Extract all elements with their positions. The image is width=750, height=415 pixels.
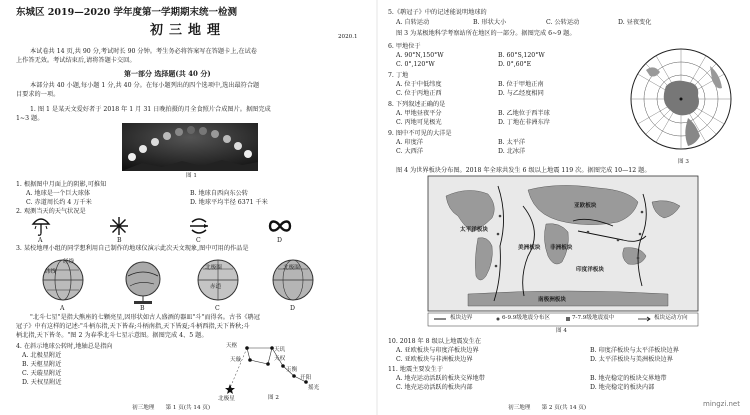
q7-option-c: C. 位于丙地正西 [396,90,442,97]
legend-plate-boundary: 板块边界 [450,315,473,321]
q4-option-c: C. 天璇星附近 [22,370,62,377]
q3-option-c-label: C [215,305,220,312]
plate-label-indian: 印度洋板块 [576,267,604,273]
star-yaoguang: 摇光 [308,385,320,391]
q7-option-a: A. 位于中低纬度 [396,81,442,88]
plate-label-pacific: 太平洋板块 [460,227,488,233]
legend-earthquake-epicenter: 7-7.9级地震震中 [572,315,615,321]
q5-stem: 5.《鹖冠子》中的记述能说明地球的 [388,9,487,16]
globe-a-label-parallel: 纬线 [45,269,57,275]
q2-option-a-label: A [38,237,43,244]
q1-option-a: A. 地球是一个巨大球体 [26,190,91,197]
q9-option-d: D. 北冰洋 [498,148,526,155]
q7-option-b: B. 位于甲地正南 [498,81,544,88]
q11-stem: 11. 地震主要发生于 [388,366,444,373]
figure3-intro: 图 3 为某极地科学考察站所在地区的一部分。据图完成 6~9 题。 [396,30,576,37]
q8-option-d: D. 丁地在非洲东岸 [498,119,550,126]
exam-header-title: 东城区 2019—2020 学年度第一学期期末统一检测 [16,7,237,18]
q6-option-b: B. 60°S,120°W [498,52,545,59]
plate-label-american: 美洲板块 [518,245,541,251]
q6-option-c: C. 0°,120°W [396,61,435,68]
watermark: mingzi.net [703,400,740,408]
legend-earthquake-zone: 6-9.9级地震分布区 [502,315,550,321]
instructions-line-2: 上作答无效。考试结束后,请将答题卡交回。 [16,57,136,64]
q9-stem: 9. 图中不可见的大洋是 [388,130,452,137]
q10-option-c: C. 亚欧板块与非洲板块边界 [396,356,473,363]
q1-stem: 1. 根据图中月面上的阴影,可推知 [16,181,107,188]
q2-option-c-label: C [196,237,201,244]
page-1-footer: 初三地理 第 1 页(共 14 页) [132,405,211,411]
q11-option-a: A. 地壳运动活跃的板块交界地带 [396,375,485,382]
q10-option-b: B. 印度洋板块与太平洋板块边界 [590,347,679,354]
plate-label-african: 非洲板块 [550,245,573,251]
q4-intro-line-1: "北斗七星"是指大熊座的七颗亮星,因形状如古人盛酒的器皿"斗"而得名。古书《鹖冠 [30,314,260,321]
q1-option-d: D. 地球平均半径 6371 千米 [190,199,268,206]
q3-option-a-label: A [60,305,65,312]
q2-stem: 2. 观测当天的天气状况是 [16,208,86,215]
instructions-line-1: 本试卷共 14 页,共 90 分,考试时长 90 分钟。考生务必将答案写在答题卡上,在试卷 [30,48,257,55]
weather-symbol-a-icon [30,216,52,236]
q3-option-d-label: D [290,305,295,312]
star-kaiyang: 开阳 [300,375,312,381]
q8-option-a: A. 甲地昼夜平分 [396,110,442,117]
page-2-footer: 初三地理 第 2 页(共 14 页) [508,405,587,411]
q8-option-c: C. 丙地可见极光 [396,119,442,126]
weather-symbol-d-icon [268,218,292,234]
q11-option-c: C. 地壳运动活跃的板块内部 [396,384,473,391]
star-tianquan: 天权 [274,356,286,362]
q3-stem: 3. 某校地理小组的同学想利用自己制作的地球仪演示此次天文现象,图中可用的作品是 [16,245,249,252]
figure4-caption: 图 4 [556,328,567,334]
plate-label-antarctic: 南极洲板块 [538,297,566,303]
q9-option-a: A. 印度洋 [396,139,423,146]
q4-intro-line-3: 柄北指,天下皆冬。"图 2 为春季北斗七星示意图。据图完成 4、5 题。 [16,332,208,339]
exam-date: 2020.1 [338,34,358,40]
q4-stem: 4. 在斜示地球公转时,地轴总是指向 [16,343,113,350]
exam-page-2 [378,0,750,415]
figure4-intro: 图 4 为世界板块分布图。2018 年全球共发生 6 级以上地震 119 次。据图完成 10—12 题。 [396,167,651,174]
q1-option-c: C. 赤道周长约 4 万千米 [26,199,92,206]
legend-plate-motion: 板块运动方向 [654,315,688,321]
figure1-eclipse-photo [122,123,258,171]
figure1-intro-line-2: 1~3 题。 [16,115,44,122]
part1-heading: 第一部分 选择题(共 40 分) [124,69,211,78]
polaris-label: 北极星 [218,396,235,402]
q7-option-d: D. 与乙经度相同 [498,90,544,97]
globe-a-label-meridian: 经线 [63,259,75,265]
q4-option-d: D. 天权星附近 [22,379,62,386]
subject-title: 初三地理 [150,23,227,38]
q10-stem: 10. 2018 年 8 级以上地震发生在 [388,338,482,345]
q6-option-a: A. 90°N,150°W [396,52,444,59]
globe-d-label-arctic: 北极圈 [283,265,300,271]
q8-stem: 8. 下列叙述正确的是 [388,101,446,108]
q1-option-b: B. 地球自西向东公转 [190,190,248,197]
figure2-caption: 图 2 [268,395,279,401]
q5-option-a: A. 自转运动 [396,19,430,26]
globe-model-b [120,258,166,304]
part1-note-line-2: 目要求的一项。 [16,91,60,98]
q9-option-c: C. 大西洋 [396,148,424,155]
q11-option-d: D. 地壳稳定的板块内部 [590,384,655,391]
q9-option-b: B. 太平洋 [498,139,526,146]
figure3-caption: 图 3 [678,159,689,165]
q3-option-b-label: B [140,305,145,312]
weather-symbol-b-icon [109,216,129,236]
q10-option-d: D. 太平洋板块与美洲板块边界 [590,356,673,363]
q4-option-b: B. 天枢星附近 [22,361,62,368]
q5-option-b: B. 形状大小 [473,19,507,26]
star-tianji: 天玑 [274,347,286,353]
q7-stem: 7. 丁地 [388,72,409,79]
q11-option-b: B. 地壳稳定的板块交界地带 [590,375,667,382]
star-tianxuan: 天璇 [230,357,242,363]
q5-option-d: D. 昼夜变化 [618,19,652,26]
star-tianshu: 天枢 [226,343,238,349]
part1-note-line-1: 本部分共 40 小题,每小题 1 分,共 40 分。在每小题列出的四个选项中,选出最符合题 [30,82,260,89]
q8-option-b: B. 乙地位于西半球 [498,110,550,117]
q4-intro-line-2: 冠子》中有这样的记述:"斗柄东指,天下皆春;斗柄南指,天下皆夏;斗柄西指,天下皆秋;斗 [16,323,250,330]
figure3-polar-map [626,44,736,156]
q2-option-d-label: D [277,237,282,244]
weather-symbol-c-icon [188,216,210,236]
q2-option-b-label: B [117,237,122,244]
globe-c-label-equator: 赤道 [210,284,222,290]
globe-c-label-arctic: 北极圈 [205,265,222,271]
q6-option-d: D. 0°,60°E [498,61,532,68]
q5-option-c: C. 公转运动 [546,19,580,26]
q6-stem: 6. 甲地位于 [388,43,421,50]
figure1-intro-line-1: 1. 图 1 是某天文爱好者于 2018 年 1 月 31 日晚拍摄的月全食照片合成图片。据图完成 [30,106,271,113]
q10-option-a: A. 亚欧板块与印度洋板块边界 [396,347,479,354]
plate-label-eurasian: 亚欧板块 [574,203,597,209]
q4-option-a: A. 北极星附近 [22,352,62,359]
figure1-caption: 图 1 [186,173,197,179]
star-yuheng: 玉衡 [286,367,298,373]
